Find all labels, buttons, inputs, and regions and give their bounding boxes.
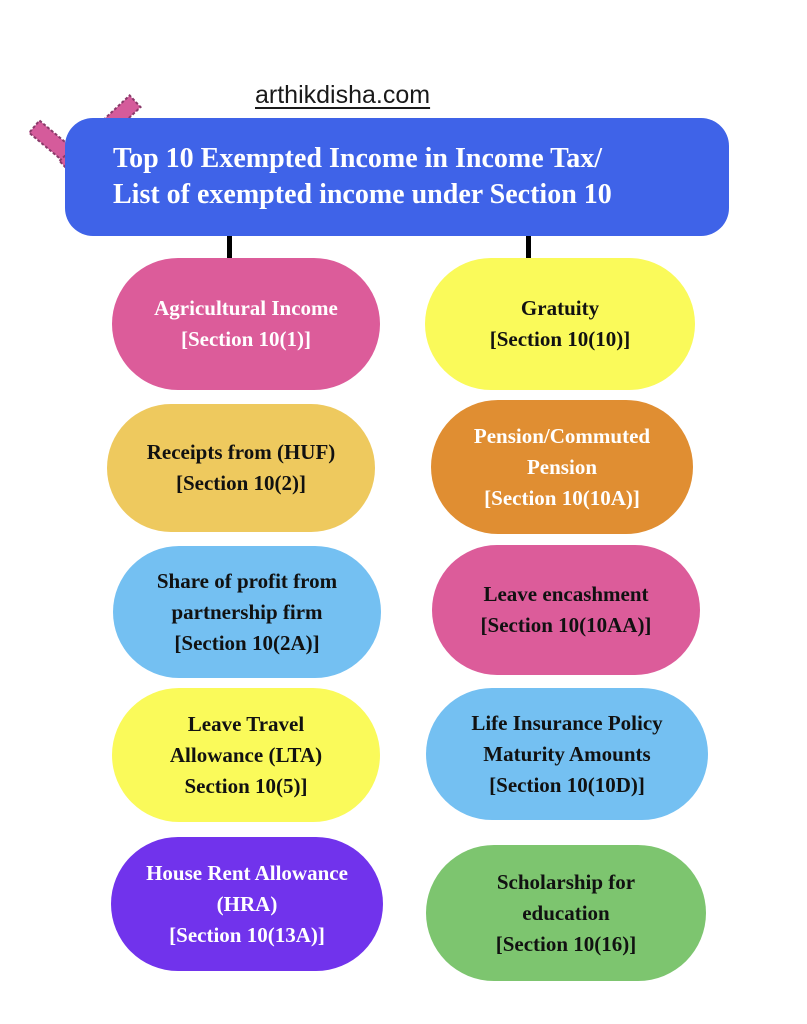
item-line: Life Insurance Policy (471, 710, 663, 735)
item-line: [Section 10(2)] (175, 471, 307, 495)
item-share-of-profit (113, 546, 381, 678)
item-line: partnership firm (171, 599, 323, 624)
item-line: Gratuity (520, 296, 600, 320)
title-banner (65, 118, 729, 236)
item-line: [Section 10(10D)] (489, 772, 645, 797)
item-line: [Section 10(10A)] (484, 485, 640, 510)
item-line: Pension/Commuted (473, 423, 651, 448)
item-line: Leave encashment (483, 582, 649, 606)
item-life-insurance (426, 688, 708, 820)
item-line: [Section 10(16)] (495, 931, 637, 956)
item-line: House Rent Allowance (146, 860, 348, 885)
item-line: [Section 10(1)] (180, 327, 312, 351)
item-house-rent-allowance (111, 837, 383, 971)
item-line: Receipts from (HUF) (146, 440, 336, 464)
title-line-1: Top 10 Exempted Income in Income Tax/ (113, 143, 603, 174)
site-link[interactable]: arthikdisha.com (255, 81, 431, 109)
item-line: Section 10(5)] (184, 773, 308, 798)
item-leave-encashment (432, 545, 700, 675)
item-receipts-huf (107, 404, 375, 532)
item-line: [Section 10(13A)] (169, 922, 325, 947)
item-line: [Section 10(2A)] (174, 630, 320, 655)
item-line: (HRA) (216, 891, 278, 916)
item-line: Agricultural Income (154, 296, 338, 320)
item-line: Maturity Amounts (483, 741, 651, 766)
item-scholarship (426, 845, 706, 981)
item-line: Pension (526, 454, 597, 479)
item-line: Scholarship for (496, 869, 636, 894)
item-gratuity (425, 258, 695, 390)
item-line: [Section 10(10AA)] (480, 613, 652, 637)
item-line: Share of profit from (156, 568, 338, 593)
title-line-2: List of exempted income under Section 10 (113, 179, 612, 210)
item-pension (431, 400, 693, 534)
item-leave-travel-allowance (112, 688, 380, 822)
item-line: Allowance (LTA) (169, 742, 323, 767)
item-line: [Section 10(10)] (489, 327, 631, 351)
item-agricultural-income (112, 258, 380, 390)
item-line: education (522, 900, 610, 925)
item-line: Leave Travel (187, 711, 305, 736)
